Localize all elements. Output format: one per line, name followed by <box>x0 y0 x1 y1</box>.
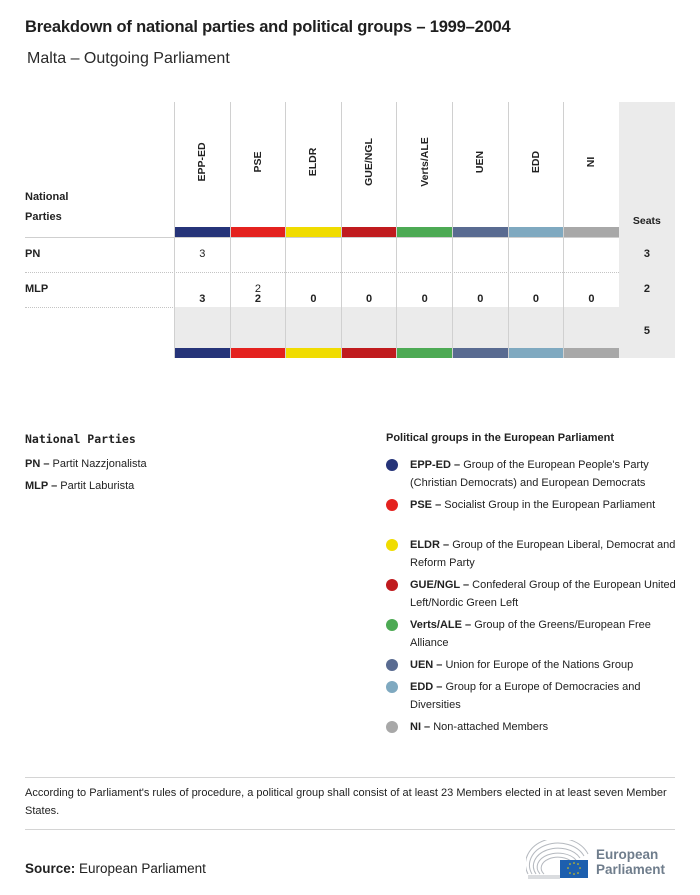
group-column <box>396 102 452 358</box>
group-code: Verts/ALE <box>418 137 431 187</box>
national-party-legend-item: PN – Partit Nazzjonalista <box>25 458 147 470</box>
group-color-bar <box>564 348 619 358</box>
group-color-bar <box>175 227 230 237</box>
group-description: GUE/NGL – Confederal Group of the European United Left/Nordic Green Left <box>410 579 676 609</box>
seats-column <box>619 102 675 358</box>
party-code: PN <box>25 458 41 470</box>
chart-title: Breakdown of national parties and political groups – 1999–2004 <box>25 18 511 36</box>
group-code: NI <box>410 721 421 733</box>
group-description: EDD – Group for a Europe of Democracies and Diversities <box>410 681 641 711</box>
group-total: 0 <box>532 293 539 305</box>
group-code: PSE <box>251 151 264 173</box>
group-color-bar <box>286 227 341 237</box>
group-color-dot-icon <box>386 619 398 631</box>
group-code: ELDR <box>307 147 320 177</box>
group-description: UEN – Union for Europe of the Nations Group <box>410 659 634 671</box>
group-column-header <box>175 102 230 227</box>
row-header-label <box>25 187 68 227</box>
logo-text <box>596 847 665 877</box>
group-column-header <box>286 102 341 227</box>
group-column <box>508 102 564 358</box>
total-cell <box>397 307 452 348</box>
breakdown-table <box>25 102 675 358</box>
group-column-header <box>342 102 397 227</box>
group-column <box>230 102 286 358</box>
group-color-bar <box>342 227 397 237</box>
divider-bottom <box>25 829 675 830</box>
group-color-bar <box>342 348 397 358</box>
group-total: 0 <box>310 293 317 305</box>
total-cell <box>231 307 286 348</box>
group-name: Confederal Group of the European United Left/Nordic Green Left <box>410 579 676 609</box>
group-total: 2 <box>254 293 261 305</box>
group-description: PSE – Socialist Group in the European Parliament <box>410 499 656 511</box>
group-code: EPP-ED <box>196 142 209 182</box>
group-total: 3 <box>199 293 206 305</box>
group-code: EDD <box>529 150 542 174</box>
group-code: ELDR <box>410 539 440 551</box>
group-description: Verts/ALE – Group of the Greens/European Free Alliance <box>410 619 651 649</box>
group-color-bar <box>286 348 341 358</box>
party-code: MLP <box>25 480 49 492</box>
group-code: NI <box>585 156 598 168</box>
group-color-bar <box>509 348 564 358</box>
group-code: EDD <box>410 681 434 693</box>
group-code: EPP-ED <box>410 459 451 471</box>
group-color-bar <box>509 227 564 237</box>
group-color-bar <box>397 348 452 358</box>
group-column <box>563 102 619 358</box>
total-cell <box>564 307 619 348</box>
european-parliament-logo <box>526 840 676 880</box>
group-description: ELDR – Group of the European Liberal, Democrat and Reform Party <box>410 539 676 569</box>
party-name: Partit Nazzjonalista <box>52 458 147 470</box>
group-total: 0 <box>477 293 484 305</box>
group-color-bar <box>397 227 452 237</box>
source-value: European Parliament <box>79 861 206 876</box>
group-column <box>341 102 397 358</box>
group-color-dot-icon <box>386 459 398 471</box>
row-header-line-1: National <box>25 191 69 203</box>
divider-top <box>25 777 675 778</box>
group-column <box>174 102 230 358</box>
group-total: 0 <box>366 293 373 305</box>
seats-header: Seats <box>632 215 661 227</box>
group-color-dot-icon <box>386 659 398 671</box>
european-parliament-hemicycle-icon <box>526 840 592 880</box>
group-color-dot-icon <box>386 721 398 733</box>
total-cell <box>509 307 564 348</box>
group-name: Group of the European People's Party (Christian Democrats) and European Democrats <box>410 459 649 489</box>
grand-total: 5 <box>643 325 650 337</box>
group-code: GUE/NGL <box>363 138 376 186</box>
group-name: Non-attached Members <box>433 721 549 733</box>
party-row-label: PN <box>25 248 41 260</box>
total-cell <box>342 307 397 348</box>
national-party-legend-item: MLP – Partit Laburista <box>25 480 135 492</box>
group-column-header <box>564 102 619 227</box>
group-color-bar <box>453 227 508 237</box>
group-name: Group of the European Liberal, Democrat and Reform Party <box>410 539 676 569</box>
political-groups-title: Political groups in the European Parliament <box>386 432 614 444</box>
group-column-header <box>509 102 564 227</box>
group-name: Socialist Group in the European Parliament <box>444 499 656 511</box>
group-column <box>285 102 341 358</box>
row-seats-total: 3 <box>643 248 650 260</box>
group-color-bar <box>231 227 286 237</box>
group-code: UEN <box>474 150 487 174</box>
total-cell <box>286 307 341 348</box>
group-column-header <box>231 102 286 227</box>
source-line <box>25 861 206 876</box>
total-cell <box>175 307 230 348</box>
group-name: Group of the Greens/European Free Alliance <box>410 619 651 649</box>
logo-line-1: European <box>596 847 659 862</box>
group-color-dot-icon <box>386 539 398 551</box>
group-column <box>452 102 508 358</box>
group-color-dot-icon <box>386 579 398 591</box>
group-name: Union for Europe of the Nations Group <box>445 659 634 671</box>
party-name: Partit Laburista <box>60 480 135 492</box>
group-column-header <box>453 102 508 227</box>
seat-count-cell: 3 <box>199 248 206 260</box>
group-code: GUE/NGL <box>410 579 460 591</box>
group-color-dot-icon <box>386 681 398 693</box>
group-column-header <box>397 102 452 227</box>
group-color-dot-icon <box>386 499 398 511</box>
group-code: UEN <box>410 659 434 671</box>
group-total: 0 <box>421 293 428 305</box>
group-description: EPP-ED – Group of the European People's Party (Christian Democrats) and European Democrats <box>410 459 649 489</box>
group-color-bar <box>453 348 508 358</box>
national-parties-title: National Parties <box>25 432 136 446</box>
group-color-bar <box>175 348 230 358</box>
party-row-label: MLP <box>25 283 49 295</box>
footnote: According to Parliament's rules of procedure, a political group shall consist of at least 23 Members elected in at least seven Member States. <box>25 787 667 817</box>
group-description: NI – Non-attached Members <box>410 721 549 733</box>
group-color-bar <box>564 227 619 237</box>
logo-line-2: Parliament <box>596 862 666 877</box>
row-header-line-2: Parties <box>25 211 62 223</box>
group-color-bar <box>231 348 286 358</box>
group-total: 0 <box>588 293 595 305</box>
chart-subtitle: Malta – Outgoing Parliament <box>27 50 230 67</box>
source-label: Source: <box>25 861 76 876</box>
total-cell <box>453 307 508 348</box>
row-seats-total: 2 <box>643 283 650 295</box>
group-name: Group for a Europe of Democracies and Diversities <box>410 681 641 711</box>
group-code: PSE <box>410 499 433 511</box>
seat-count-cell: 2 <box>254 283 261 295</box>
group-code: Verts/ALE <box>410 619 462 631</box>
